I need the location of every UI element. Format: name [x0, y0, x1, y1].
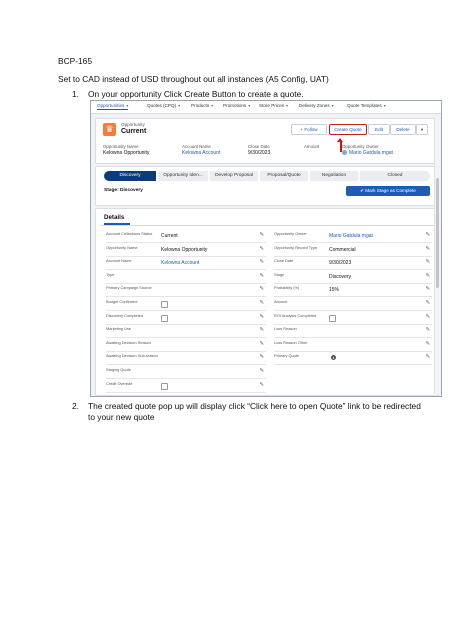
- edit-pencil-icon[interactable]: ✎: [425, 354, 430, 361]
- detail-row-left: [106, 313, 266, 325]
- edit-pencil-icon[interactable]: ✎: [259, 313, 264, 320]
- detail-row-right: [274, 313, 432, 325]
- edit-pencil-icon[interactable]: ✎: [425, 272, 430, 279]
- checkbox[interactable]: [161, 383, 168, 390]
- edit-pencil-icon[interactable]: ✎: [259, 300, 264, 306]
- nav-tab-6[interactable]: [347, 103, 386, 108]
- nav-tab-label: Opportunities: [97, 103, 125, 108]
- detail-row-left: [106, 326, 266, 338]
- checkbox[interactable]: [329, 315, 336, 322]
- field-label: Stage: [274, 271, 285, 277]
- chevron-down-icon[interactable]: ▾: [211, 104, 214, 108]
- current-stage-label: Stage: Discovery: [104, 188, 143, 193]
- scrollbar-thumb[interactable]: [436, 178, 439, 288]
- chevron-down-icon[interactable]: ▾: [178, 104, 181, 108]
- nav-tab-label: Delivery Zones: [299, 103, 330, 108]
- close-date-label: Close Date: [248, 144, 270, 149]
- detail-row-left: [106, 231, 266, 243]
- field-label: Marketing Use: [106, 326, 132, 332]
- detail-row-right: [274, 231, 432, 243]
- detail-row-left: [106, 381, 266, 393]
- step-2-line-2: to your new quote: [88, 412, 155, 422]
- edit-button[interactable]: Edit: [368, 124, 390, 135]
- delete-button[interactable]: Delete: [390, 124, 416, 135]
- ticket-description: Set to CAD instead of USD throughout out all instances (A5 Config, UAT): [58, 74, 329, 84]
- field-link[interactable]: Kelowna Account: [161, 260, 200, 267]
- edit-pencil-icon[interactable]: ✎: [259, 340, 264, 347]
- opportunity-crown-icon: ♛: [103, 123, 116, 136]
- checkbox[interactable]: [161, 315, 168, 322]
- nav-tab-label: Products: [191, 103, 210, 108]
- edit-pencil-icon[interactable]: ✎: [425, 300, 430, 306]
- chevron-down-icon[interactable]: ▾: [286, 104, 288, 108]
- nav-tab-label: Store Prices: [259, 103, 285, 108]
- detail-row-left: [106, 258, 266, 270]
- edit-pencil-icon[interactable]: ✎: [425, 259, 430, 266]
- field-label: Type: [106, 271, 115, 277]
- step-1-number: 1.: [72, 89, 79, 99]
- field-value: Commercial: [329, 246, 356, 253]
- owner-link[interactable]: [342, 150, 393, 156]
- field-value: Discovery: [329, 273, 351, 280]
- stage-4[interactable]: Negotiation: [310, 171, 358, 181]
- field-label: Loss Reason Other: [274, 339, 308, 345]
- more-actions-button[interactable]: ▾: [416, 124, 428, 135]
- step-2-line-1: The created quote pop up will display click “Click here to open Quote” link to be redirected: [88, 401, 421, 411]
- detail-row-right: [274, 326, 432, 338]
- field-label: Amount: [274, 299, 288, 304]
- ticket-id: BCP-165: [58, 56, 92, 66]
- edit-pencil-icon[interactable]: ✎: [425, 327, 430, 334]
- chevron-down-icon[interactable]: ▾: [248, 104, 251, 108]
- follow-button[interactable]: + Follow: [291, 124, 327, 135]
- detail-row-left: [106, 299, 266, 311]
- field-label: Loss Reason: [274, 326, 297, 332]
- record-title: Current: [121, 128, 147, 135]
- detail-row-right: [274, 353, 432, 365]
- chevron-down-icon[interactable]: ▾: [126, 104, 129, 108]
- nav-tab-label: Promotions: [223, 103, 247, 108]
- field-label: Credit Override: [106, 380, 133, 386]
- info-icon[interactable]: i: [332, 355, 335, 361]
- field-label: Probability (%): [274, 285, 300, 291]
- detail-row-left: [106, 285, 266, 297]
- edit-pencil-icon[interactable]: ✎: [259, 368, 264, 374]
- field-label: Budget Confirmed: [106, 299, 138, 304]
- close-date-value: 9/30/2023: [248, 150, 271, 156]
- opp-name-value: Kelowna Opportunity: [103, 150, 150, 156]
- field-value: 15%: [329, 287, 340, 294]
- record-header: [95, 118, 439, 164]
- detail-row-left: [106, 353, 266, 365]
- nav-tab-4[interactable]: [259, 103, 288, 108]
- field-value: Kelowna Opportunity: [161, 246, 208, 253]
- divider: [100, 225, 434, 226]
- nav-bar: [91, 101, 441, 114]
- detail-row-left: [106, 245, 266, 257]
- detail-row-left: [106, 340, 266, 352]
- detail-row-right: [274, 299, 432, 311]
- field-link[interactable]: Mario Gatdula mgat: [329, 233, 373, 239]
- salesforce-screenshot: [90, 100, 442, 397]
- owner-name: Mario Gatdula mgat: [349, 150, 393, 156]
- nav-tab-label: Quotes (CPQ): [147, 103, 177, 108]
- chevron-down-icon[interactable]: ▾: [331, 104, 334, 108]
- step-2-text: [88, 401, 421, 423]
- owner-label: Opportunity Owner: [342, 144, 379, 149]
- user-avatar-icon: [342, 150, 347, 155]
- edit-pencil-icon[interactable]: ✎: [259, 232, 264, 238]
- nav-tab-3[interactable]: [223, 103, 250, 108]
- opp-name-label: Opportunity Name: [103, 144, 139, 149]
- edit-pencil-icon[interactable]: ✎: [259, 354, 264, 361]
- step-1-text: On your opportunity Click Create Button to create a quote.: [88, 89, 304, 99]
- stage-5[interactable]: Closed: [360, 171, 430, 181]
- field-label: Close Date: [274, 258, 294, 264]
- field-label: Primary Quote: [274, 353, 300, 359]
- account-name-label: Account Name: [182, 144, 211, 149]
- field-label: Awaiting Decision Sub-reason: [106, 353, 158, 359]
- edit-pencil-icon[interactable]: ✎: [425, 232, 430, 238]
- field-label: Opportunity Name: [106, 244, 138, 250]
- nav-tab-5[interactable]: [299, 103, 334, 108]
- detail-row-right: [274, 340, 432, 352]
- edit-pencil-icon[interactable]: ✎: [425, 313, 430, 320]
- stage-1[interactable]: Opportunity Iden...: [158, 171, 208, 181]
- field-value: 9/30/2023: [329, 260, 352, 267]
- detail-row-right: [274, 272, 432, 284]
- stage-path: [95, 166, 439, 206]
- amount-label: Amount: [304, 144, 320, 149]
- field-label: Discovery Completed: [106, 312, 143, 318]
- edit-pencil-icon[interactable]: ✎: [425, 245, 430, 252]
- detail-row-right: [274, 258, 432, 270]
- edit-pencil-icon[interactable]: ✎: [425, 340, 430, 347]
- edit-pencil-icon[interactable]: ✎: [425, 286, 430, 293]
- edit-pencil-icon[interactable]: ✎: [259, 245, 264, 252]
- field-label: Awaiting Decision Reason: [106, 339, 152, 345]
- field-label: Account Name: [106, 258, 132, 264]
- step-2-number: 2.: [72, 401, 79, 411]
- account-name-link[interactable]: Kelowna Account: [182, 150, 221, 156]
- detail-row-left: [106, 367, 266, 379]
- edit-pencil-icon[interactable]: ✎: [259, 272, 264, 279]
- stage-0[interactable]: Discovery: [104, 171, 156, 181]
- create-quote-button[interactable]: Create Quote: [329, 124, 367, 135]
- checkbox[interactable]: [161, 301, 168, 308]
- edit-pencil-icon[interactable]: ✎: [259, 286, 264, 293]
- nav-tab-0[interactable]: [97, 103, 128, 110]
- stage-3[interactable]: Proposal/Quote: [260, 171, 308, 181]
- field-value: [329, 355, 336, 361]
- field-value: Current: [161, 233, 178, 239]
- nav-tab-1[interactable]: [147, 103, 180, 108]
- field-label: Primary Campaign Source: [106, 285, 152, 291]
- detail-row-left: [106, 272, 266, 284]
- field-label: Opportunity Owner: [274, 231, 307, 236]
- field-label: Account Collections Status: [106, 231, 153, 236]
- record-type-label: Opportunity: [121, 122, 145, 127]
- details-panel: [95, 208, 439, 396]
- edit-pencil-icon[interactable]: ✎: [259, 327, 264, 334]
- field-label: Staging Quote: [106, 367, 131, 372]
- edit-pencil-icon[interactable]: ✎: [259, 259, 264, 266]
- edit-pencil-icon[interactable]: ✎: [259, 381, 264, 388]
- field-label: ROI Analysis Completed: [274, 312, 317, 318]
- scrollbar[interactable]: [434, 118, 440, 394]
- detail-row-right: [274, 245, 432, 257]
- detail-row-right: [274, 285, 432, 297]
- nav-tab-label: Quote Templates: [347, 103, 382, 108]
- field-label: Opportunity Record Type: [274, 244, 318, 250]
- chevron-down-icon[interactable]: ▾: [383, 104, 386, 108]
- stage-2[interactable]: Develop Proposal: [210, 171, 258, 181]
- nav-tab-2[interactable]: [191, 103, 213, 108]
- mark-stage-complete-button[interactable]: ✔ Mark Stage as Complete: [346, 186, 430, 196]
- details-tab[interactable]: Details: [104, 214, 125, 221]
